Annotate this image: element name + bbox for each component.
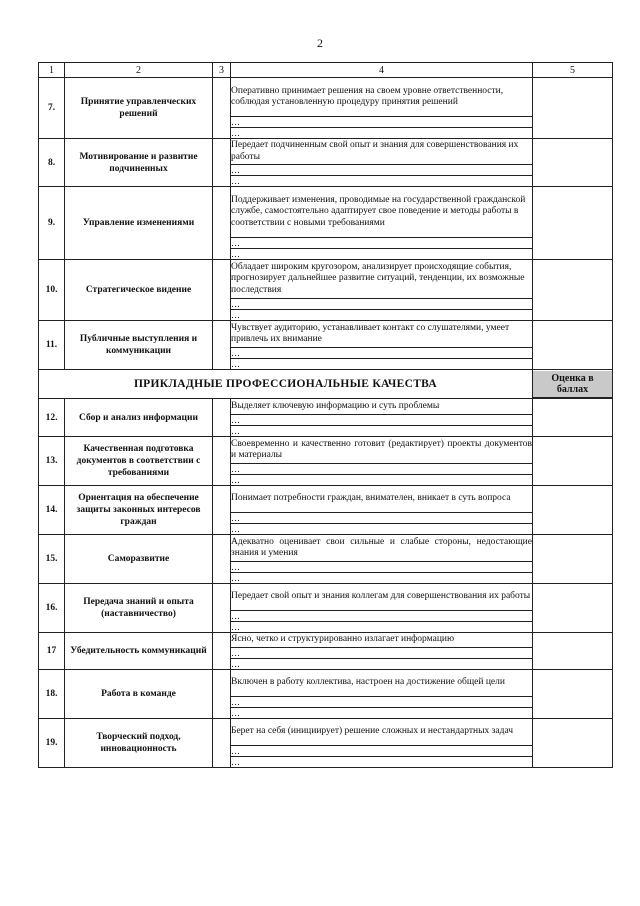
score-cell[interactable] xyxy=(533,584,613,633)
criterion-subcell xyxy=(213,321,231,370)
criterion-name: Ориентация на обеспечение защиты законных интересов граждан xyxy=(65,486,213,535)
criterion-subcell xyxy=(213,719,231,768)
score-header-badge: Оценка в баллах xyxy=(533,371,612,398)
criterion-row xyxy=(39,633,613,648)
indicator-placeholder: … xyxy=(231,697,533,708)
criterion-name: Стратегическое видение xyxy=(65,260,213,321)
score-cell[interactable] xyxy=(533,399,613,437)
score-cell[interactable] xyxy=(533,719,613,768)
criterion-number: 7. xyxy=(39,78,65,139)
criterion-name: Передача знаний и опыта (наставничество) xyxy=(65,584,213,633)
indicator-placeholder: … xyxy=(231,415,533,426)
indicator-placeholder: … xyxy=(231,117,533,128)
indicator-placeholder: … xyxy=(231,249,533,260)
criterion-description: Передает подчиненным свой опыт и знания для совершенствования их работы xyxy=(231,139,533,165)
criterion-row xyxy=(39,321,613,348)
criterion-number: 15. xyxy=(39,535,65,584)
indicator-placeholder: … xyxy=(231,464,533,475)
indicator-placeholder: … xyxy=(231,622,533,633)
assessment-table xyxy=(38,62,613,768)
criterion-name: Публичные выступления и коммуникации xyxy=(65,321,213,370)
criterion-description: Чувствует аудиторию, устанавливает контакт со слушателями, умеет привлечь их внимание xyxy=(231,321,533,348)
score-cell[interactable] xyxy=(533,139,613,187)
criterion-description: Обладает широким кругозором, анализирует происходящие события, прогнозирует дальнейшее развитие ситуаций, тенденции, их возможные последствия xyxy=(231,260,533,299)
section-header-row xyxy=(39,370,613,399)
criterion-row xyxy=(39,78,613,117)
indicator-placeholder: … xyxy=(231,746,533,757)
indicator-placeholder: … xyxy=(231,176,533,187)
score-cell[interactable] xyxy=(533,78,613,139)
column-header-3: 3 xyxy=(213,63,231,78)
criterion-number: 17 xyxy=(39,633,65,670)
score-header-cell xyxy=(533,370,613,399)
criterion-name: Управление изменениями xyxy=(65,187,213,260)
section-title: ПРИКЛАДНЫЕ ПРОФЕССИОНАЛЬНЫЕ КАЧЕСТВА xyxy=(39,370,533,399)
criterion-row xyxy=(39,670,613,697)
indicator-placeholder: … xyxy=(231,238,533,249)
indicator-placeholder: … xyxy=(231,611,533,622)
indicator-placeholder: … xyxy=(231,648,533,659)
criterion-row xyxy=(39,719,613,746)
score-cell[interactable] xyxy=(533,187,613,260)
score-cell[interactable] xyxy=(533,670,613,719)
criterion-row xyxy=(39,584,613,611)
criterion-subcell xyxy=(213,78,231,139)
criterion-subcell xyxy=(213,437,231,486)
indicator-placeholder: … xyxy=(231,513,533,524)
indicator-placeholder: … xyxy=(231,359,533,370)
criterion-description: Включен в работу коллектива, настроен на достижение общей цели xyxy=(231,670,533,697)
indicator-placeholder: … xyxy=(231,573,533,584)
criterion-subcell xyxy=(213,486,231,535)
criterion-subcell xyxy=(213,633,231,670)
criterion-name: Принятие управленческих решений xyxy=(65,78,213,139)
criterion-row xyxy=(39,437,613,464)
criterion-number: 8. xyxy=(39,139,65,187)
criterion-description: Адекватно оценивает свои сильные и слабые стороны, недостающие знания и умения xyxy=(231,535,533,562)
criterion-description: Выделяет ключевую информацию и суть проблемы xyxy=(231,399,533,415)
indicator-placeholder: … xyxy=(231,299,533,310)
criterion-description: Ясно, четко и структурированно излагает информацию xyxy=(231,633,533,648)
score-cell[interactable] xyxy=(533,260,613,321)
criterion-name: Саморазвитие xyxy=(65,535,213,584)
column-header-1: 1 xyxy=(39,63,65,78)
criterion-number: 14. xyxy=(39,486,65,535)
criterion-name: Творческий подход, инновационность xyxy=(65,719,213,768)
indicator-placeholder: … xyxy=(231,348,533,359)
criterion-description: Поддерживает изменения, проводимые на государственной гражданской службе, самостоятельно адаптирует свое поведение и методы работы в соответствии с новыми требованиями xyxy=(231,187,533,238)
indicator-placeholder: … xyxy=(231,165,533,176)
criterion-subcell xyxy=(213,187,231,260)
criterion-description: Берет на себя (инициирует) решение сложных и нестандартных задач xyxy=(231,719,533,746)
column-header-4: 4 xyxy=(231,63,533,78)
score-cell[interactable] xyxy=(533,633,613,670)
criterion-name: Сбор и анализ информации xyxy=(65,399,213,437)
criterion-description: Передает свой опыт и знания коллегам для совершенствования их работы xyxy=(231,584,533,611)
criterion-subcell xyxy=(213,670,231,719)
criterion-number: 11. xyxy=(39,321,65,370)
criterion-name: Качественная подготовка документов в соответствии с требованиями xyxy=(65,437,213,486)
score-cell[interactable] xyxy=(533,321,613,370)
score-cell[interactable] xyxy=(533,486,613,535)
criterion-row xyxy=(39,399,613,415)
column-header-2: 2 xyxy=(65,63,213,78)
criterion-description: Оперативно принимает решения на своем уровне ответственности, соблюдая установленную процедуру принятия решений xyxy=(231,78,533,117)
criterion-number: 19. xyxy=(39,719,65,768)
criterion-name: Убедительность коммуникаций xyxy=(65,633,213,670)
criterion-number: 12. xyxy=(39,399,65,437)
criterion-name: Работа в команде xyxy=(65,670,213,719)
indicator-placeholder: … xyxy=(231,562,533,573)
indicator-placeholder: … xyxy=(231,757,533,768)
criterion-row xyxy=(39,260,613,299)
criterion-row xyxy=(39,187,613,238)
criterion-row xyxy=(39,139,613,165)
criterion-number: 9. xyxy=(39,187,65,260)
indicator-placeholder: … xyxy=(231,524,533,535)
page-number: 2 xyxy=(317,36,323,50)
indicator-placeholder: … xyxy=(231,128,533,139)
indicator-placeholder: … xyxy=(231,310,533,321)
criterion-number: 16. xyxy=(39,584,65,633)
criterion-subcell xyxy=(213,399,231,437)
score-cell[interactable] xyxy=(533,535,613,584)
indicator-placeholder: … xyxy=(231,426,533,437)
indicator-placeholder: … xyxy=(231,659,533,670)
criterion-number: 13. xyxy=(39,437,65,486)
criterion-subcell xyxy=(213,584,231,633)
score-cell[interactable] xyxy=(533,437,613,486)
criterion-number: 10. xyxy=(39,260,65,321)
criterion-subcell xyxy=(213,535,231,584)
criterion-name: Мотивирование и развитие подчиненных xyxy=(65,139,213,187)
indicator-placeholder: … xyxy=(231,475,533,486)
column-header-row xyxy=(39,63,613,78)
criterion-description: Своевременно и качественно готовит (редактирует) проекты документов и материалы xyxy=(231,437,533,464)
criterion-row xyxy=(39,486,613,513)
criterion-row xyxy=(39,535,613,562)
criterion-number: 18. xyxy=(39,670,65,719)
criterion-description: Понимает потребности граждан, внимателен, вникает в суть вопроса xyxy=(231,486,533,513)
criterion-subcell xyxy=(213,260,231,321)
column-header-5: 5 xyxy=(533,63,613,78)
indicator-placeholder: … xyxy=(231,708,533,719)
criterion-subcell xyxy=(213,139,231,187)
